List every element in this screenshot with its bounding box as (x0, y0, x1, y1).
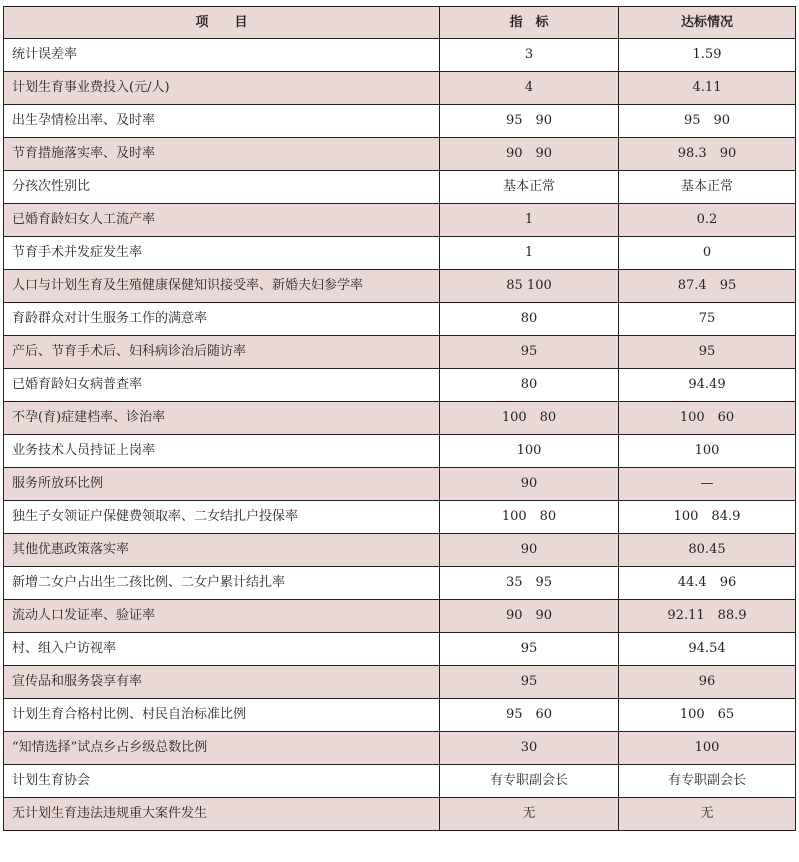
row-item: 计划生育协会 (4, 765, 440, 798)
header-status: 达标情况 (619, 7, 796, 39)
row-status: 有专职副会长 (619, 765, 796, 798)
row-status: 44.4 96 (619, 567, 796, 600)
row-item: 独生子女领证户保健费领取率、二女结扎户投保率 (4, 501, 440, 534)
row-item: 分孩次性别比 (4, 171, 440, 204)
row-item: 计划生育事业费投入(元/人) (4, 72, 440, 105)
row-item: 服务所放环比例 (4, 468, 440, 501)
table-row (4, 72, 796, 105)
table-row (4, 303, 796, 336)
table-row (4, 369, 796, 402)
row-target: 无 (440, 798, 619, 831)
table-row (4, 39, 796, 72)
row-status: 基本正常 (619, 171, 796, 204)
row-status: 100 84.9 (619, 501, 796, 534)
table-row (4, 402, 796, 435)
table-header-row (4, 7, 796, 39)
row-target: 80 (440, 303, 619, 336)
row-status: 100 65 (619, 699, 796, 732)
row-item: 已婚育龄妇女病普查率 (4, 369, 440, 402)
table-row (4, 666, 796, 699)
row-target: 100 80 (440, 402, 619, 435)
table-row (4, 468, 796, 501)
row-item: 业务技术人员持证上岗率 (4, 435, 440, 468)
row-status: 87.4 95 (619, 270, 796, 303)
row-status: 4.11 (619, 72, 796, 105)
row-item: 节育手术并发症发生率 (4, 237, 440, 270)
row-item: 统计误差率 (4, 39, 440, 72)
row-target: 100 80 (440, 501, 619, 534)
table-row (4, 336, 796, 369)
row-item: 人口与计划生育及生殖健康保健知识接受率、新婚夫妇参学率 (4, 270, 440, 303)
row-status: 95 90 (619, 105, 796, 138)
row-target: 95 (440, 336, 619, 369)
row-target: 80 (440, 369, 619, 402)
header-target: 指 标 (440, 7, 619, 39)
row-target: 90 90 (440, 138, 619, 171)
row-status: 94.49 (619, 369, 796, 402)
row-status: 0.2 (619, 204, 796, 237)
row-status: 80.45 (619, 534, 796, 567)
indicator-table (3, 6, 796, 831)
row-status: 98.3 90 (619, 138, 796, 171)
table-row (4, 171, 796, 204)
indicator-table-wrapper (3, 6, 795, 831)
row-status: 100 (619, 732, 796, 765)
row-target: 3 (440, 39, 619, 72)
row-item: 其他优惠政策落实率 (4, 534, 440, 567)
table-row (4, 633, 796, 666)
table-row (4, 204, 796, 237)
table-body (4, 39, 796, 831)
row-target: 基本正常 (440, 171, 619, 204)
row-item: 节育措施落实率、及时率 (4, 138, 440, 171)
row-status: 75 (619, 303, 796, 336)
row-target: 85 100 (440, 270, 619, 303)
row-status: 92.11 88.9 (619, 600, 796, 633)
row-item: 无计划生育违法违规重大案件发生 (4, 798, 440, 831)
row-target: 95 (440, 633, 619, 666)
table-row (4, 435, 796, 468)
row-item: 已婚育龄妇女人工流产率 (4, 204, 440, 237)
row-status: 96 (619, 666, 796, 699)
table-row (4, 138, 796, 171)
row-status: 1.59 (619, 39, 796, 72)
row-target: 95 (440, 666, 619, 699)
row-status: 无 (619, 798, 796, 831)
row-item: 村、组入户访视率 (4, 633, 440, 666)
row-item: 宣传品和服务袋享有率 (4, 666, 440, 699)
table-row (4, 501, 796, 534)
table-row (4, 732, 796, 765)
row-status: 100 60 (619, 402, 796, 435)
row-item: 计划生育合格村比例、村民自治标准比例 (4, 699, 440, 732)
table-row (4, 798, 796, 831)
table-row (4, 699, 796, 732)
row-item: 流动人口发证率、验证率 (4, 600, 440, 633)
table-row (4, 534, 796, 567)
row-target: 95 90 (440, 105, 619, 138)
row-status: 95 (619, 336, 796, 369)
row-target: 4 (440, 72, 619, 105)
table-row (4, 237, 796, 270)
row-target: 35 95 (440, 567, 619, 600)
row-status: 100 (619, 435, 796, 468)
row-item: “知情选择”试点乡占乡级总数比例 (4, 732, 440, 765)
row-target: 90 (440, 468, 619, 501)
row-status: 0 (619, 237, 796, 270)
row-item: 产后、节育手术后、妇科病诊治后随访率 (4, 336, 440, 369)
header-item: 项 目 (4, 7, 440, 39)
row-status: — (619, 468, 796, 501)
table-row (4, 567, 796, 600)
row-target: 90 90 (440, 600, 619, 633)
row-target: 30 (440, 732, 619, 765)
table-row (4, 270, 796, 303)
table-row (4, 765, 796, 798)
row-item: 新增二女户占出生二孩比例、二女户累计结扎率 (4, 567, 440, 600)
row-target: 1 (440, 237, 619, 270)
table-row (4, 105, 796, 138)
row-target: 1 (440, 204, 619, 237)
table-row (4, 600, 796, 633)
row-target: 100 (440, 435, 619, 468)
row-target: 有专职副会长 (440, 765, 619, 798)
row-item: 不孕(育)症建档率、诊治率 (4, 402, 440, 435)
row-item: 出生孕情检出率、及时率 (4, 105, 440, 138)
row-target: 95 60 (440, 699, 619, 732)
row-target: 90 (440, 534, 619, 567)
row-status: 94.54 (619, 633, 796, 666)
row-item: 育龄群众对计生服务工作的满意率 (4, 303, 440, 336)
